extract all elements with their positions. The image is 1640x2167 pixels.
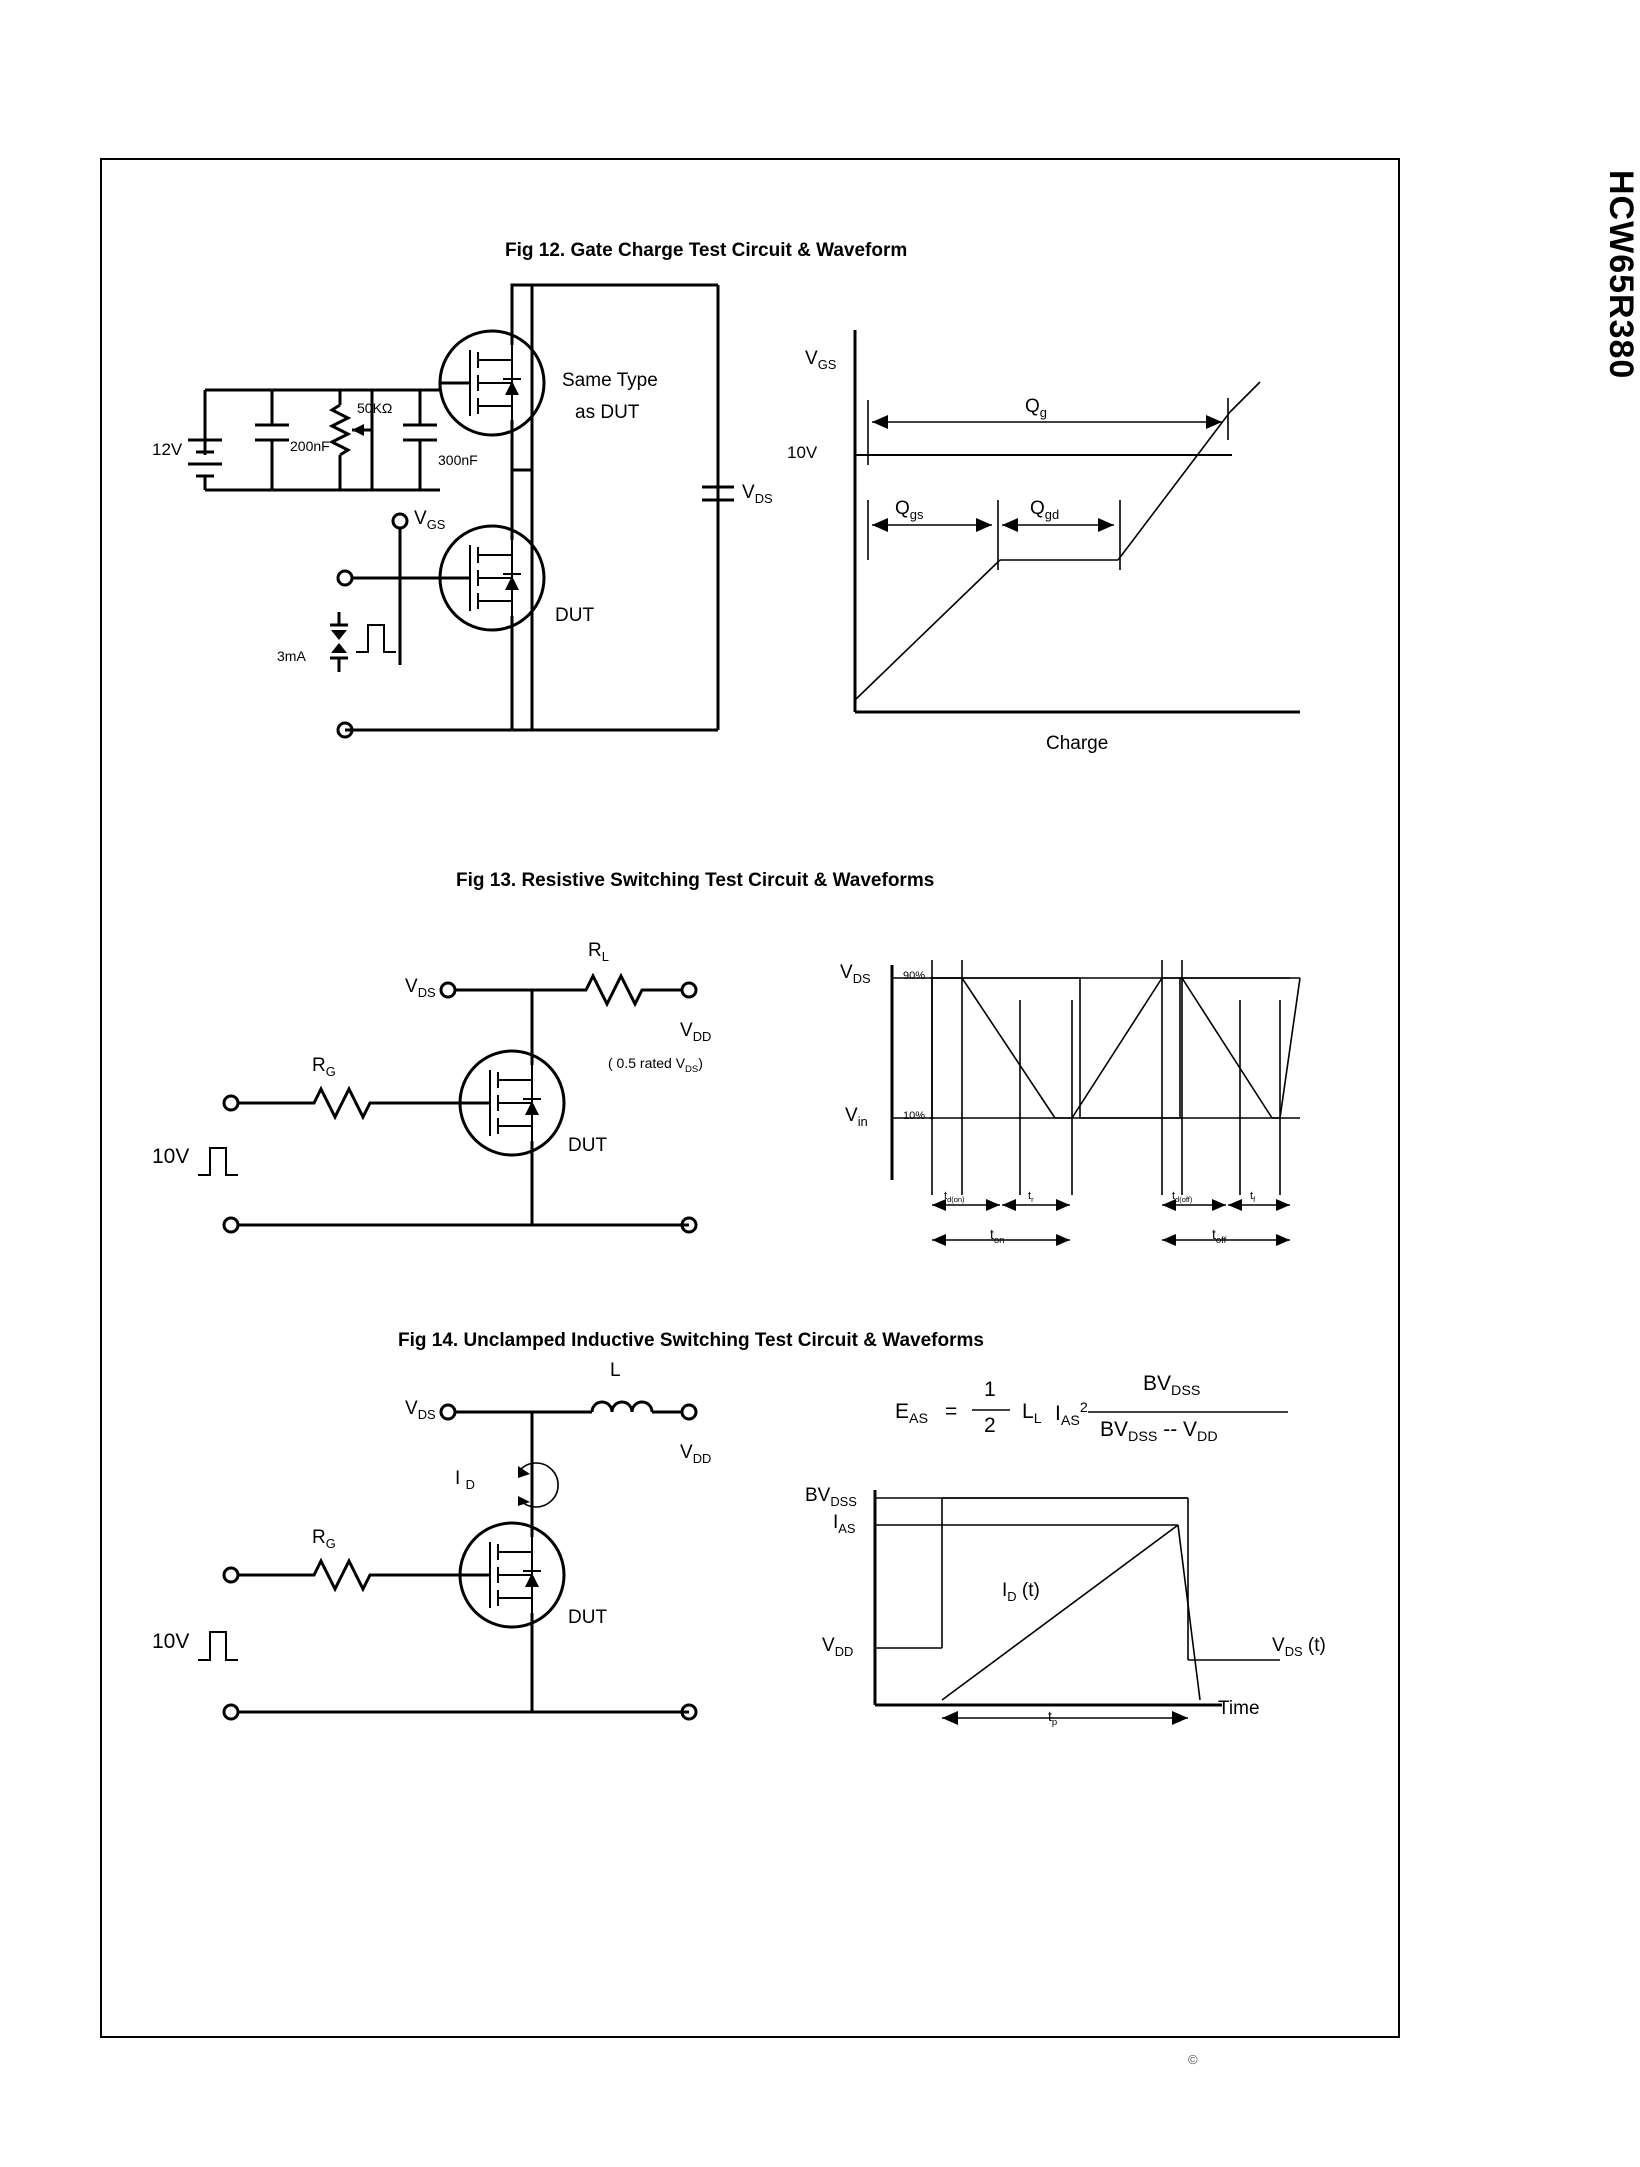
fig14-pulse-label: 10V xyxy=(152,1630,190,1653)
fig13-vds-label: $V_{DS}$ xyxy=(405,976,436,1000)
fig12-same-type-label: Same Type xyxy=(562,370,658,391)
fig13-pct90-label: 90% xyxy=(903,970,926,982)
fig13-tr-label: $t_r$ xyxy=(1028,1190,1034,1205)
fig12-qgs-label: $Q_{gs}$ xyxy=(895,498,924,522)
fig12-cap1-label: 200nF xyxy=(290,438,330,454)
fig12-vgs-label: $V_{GS}$ xyxy=(414,508,446,532)
fig12-as-dut-label: as DUT xyxy=(575,402,640,423)
fig13-pct10-label: 10% xyxy=(903,1110,926,1122)
fig14-vdd-label: $V_{DD}$ xyxy=(680,1442,712,1466)
fig14-bvdss-label: $BV_{DSS}$ xyxy=(805,1485,857,1509)
fig12-dut-label: DUT xyxy=(555,605,595,626)
fig13-wave-vds-label: $V_{DS}$ xyxy=(840,962,871,986)
fig12-title: Fig 12. Gate Charge Test Circuit & Waveform xyxy=(505,240,908,261)
fig14-id-label: I $_D$ xyxy=(455,1468,475,1492)
fig14-tp-label: $t_p$ xyxy=(1048,1708,1058,1728)
fig12-x-axis-label: Charge xyxy=(1046,733,1109,754)
fig13-wave-vin-label: $V_{in}$ xyxy=(845,1105,868,1129)
fig13-rl-label: $R_L$ xyxy=(588,940,609,964)
fig14-rg-label: $R_G$ xyxy=(312,1527,336,1551)
fig13-toff-label: $t_{off}$ xyxy=(1212,1226,1227,1246)
fig14-id-t-label: $I_D$ (t) xyxy=(1002,1580,1040,1604)
fig14-time-label: Time xyxy=(1218,1698,1260,1719)
fig13-dut-label: DUT xyxy=(568,1135,608,1156)
fig14-vds-label: $V_{DS}$ xyxy=(405,1398,436,1422)
fig14-eq-rhs-num: $BV_{DSS}$ xyxy=(1143,1372,1201,1400)
fig14-ias-label: $I_{AS}$ xyxy=(833,1512,856,1536)
fig13-title: Fig 13. Resistive Switching Test Circuit & Waveforms xyxy=(456,870,935,891)
fig12-y-axis-label: $V_{GS}$ xyxy=(805,348,837,372)
fig12-level-label: 10V xyxy=(787,443,818,462)
fig12-vds-label: $V_{DS}$ xyxy=(742,482,773,506)
fig14-inductor-label: L xyxy=(610,1360,621,1381)
fig14-dut-label: DUT xyxy=(568,1607,608,1628)
fig14-eq-frac-den: 2 xyxy=(984,1414,996,1437)
fig14-title: Fig 14. Unclamped Inductive Switching Test Circuit & Waveforms xyxy=(398,1330,984,1351)
fig12-qg-label: $Q_g$ xyxy=(1025,396,1047,420)
fig13-vdd-label: $V_{DD}$ xyxy=(680,1020,712,1044)
fig13-pulse-label: 10V xyxy=(152,1145,190,1168)
fig14-eq-rhs-den: $BV_{DSS} -- V_{DD}$ xyxy=(1100,1418,1218,1446)
fig14-eq-term2: $I_{AS}^2$ xyxy=(1055,1400,1088,1430)
fig14-eq-frac-num: 1 xyxy=(984,1378,996,1401)
fig14-eq-equals: = xyxy=(945,1400,958,1423)
fig13-tf-label: $t_f$ xyxy=(1250,1190,1256,1205)
fig13-tdon-label: $t_{d(on)}$ xyxy=(944,1190,965,1205)
fig14-eq-term1: $L_L$ xyxy=(1022,1400,1042,1428)
part-number-side-title: HCW65R380 xyxy=(1602,170,1640,380)
fig12-pot-label: 50KΩ xyxy=(357,400,393,416)
fig13-ton-label: $t_{on}$ xyxy=(990,1226,1005,1246)
fig12-supply-label: 12V xyxy=(152,440,183,459)
copyright-mark: © xyxy=(1188,2052,1198,2067)
fig13-vdd-note: ( 0.5 rated $V_{DS}$) xyxy=(608,1055,703,1075)
fig13-rg-label: $R_G$ xyxy=(312,1055,336,1079)
fig14-vdd-wave-label: $V_{DD}$ xyxy=(822,1635,854,1659)
fig14-eq-lhs: $E_{AS}$ xyxy=(895,1400,929,1428)
fig13-tdoff-label: $t_{d(off)}$ xyxy=(1172,1190,1193,1205)
fig12-current-label: 3mA xyxy=(277,648,306,664)
fig12-qgd-label: $Q_{gd}$ xyxy=(1030,498,1060,522)
fig12-cap2-label: 300nF xyxy=(438,452,478,468)
fig14-vds-t-label: $V_{DS}$ (t) xyxy=(1272,1635,1326,1659)
